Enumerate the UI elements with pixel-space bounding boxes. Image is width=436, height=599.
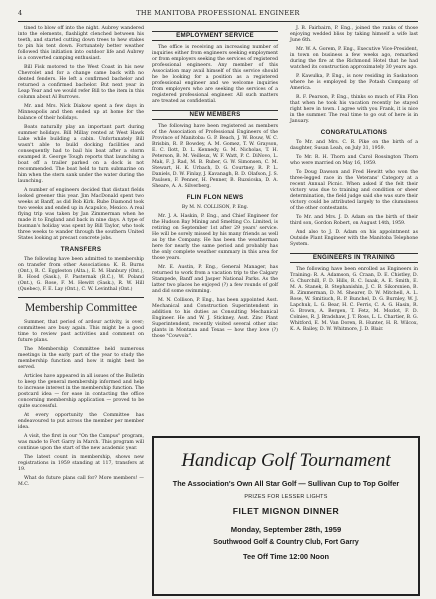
paragraph: Mr. W. A. Gorem, P. Eng., Executive Vice-President, in town on business a few weeks ago, remarked during the fire at the Richmond Hotel that he had watched its construction approximately 30 years ago. xyxy=(290,47,418,70)
paragraph: Mr. J. A. Haskin, P. Eng., and Chief Engineer for the Hudson Bay Mining and Smelting Co. Limited, is retiring on September 1st after 29 years' service. He will be sorely missed by his many friends as well as by the Company. He has been the weatherman here for nearly the same period and probably has the only complete weather summary in this area for those years. xyxy=(152,214,278,261)
paragraph: The latest count in membership, shows new registrations in 1959 standing at 117, transfers at 19. xyxy=(18,455,144,472)
paragraph: Articles have appeared in all issues of the Bulletin to keep the general membership informed and help to increase interest in the membership function. The postcard idea — for ease in contacting the office concerning membership application — proved to be quite successful. xyxy=(18,374,144,409)
paragraph: Mr. and Mrs. Nick Diakow spent a few days in Minneapolis and then ended up at home for the balance of their holidays. xyxy=(18,104,144,121)
section-heading-employment: EMPLOYMENT SERVICE xyxy=(152,31,278,41)
paragraph: What do future plans call for? More members! — M.C. xyxy=(18,476,144,487)
paragraph: Summer, that period of ardour activity, is over; committees are busy again. This might be a good time to review past activities and comment on future plans. xyxy=(18,320,144,343)
divider xyxy=(18,297,144,298)
paragraph: J. B. Fairbairn, P. Eng., joined the ranks of those enjoying wedded bliss by taking himself a wife last June 6th. xyxy=(290,26,418,43)
ad-line: FILET MIGNON DINNER xyxy=(232,506,340,516)
page-number: 4 xyxy=(18,9,23,17)
column-left xyxy=(18,26,144,491)
paragraph: To Mr. and Mrs. C. R. Pike on the birth of a daughter, Susan Leah, on July 31, 1959. xyxy=(290,140,418,151)
paragraph: The following have been enrolled as Engineers in Training: R. A. Adamson, G. Craan, D. E. Chistley, D. G. Churchill, F. D. Hills, R. C. Isaak, A. E. Smith, E. M. A. Stanek, B. Stephanishin, J. C. B. Sikorsnien, B. R. Zimmerman, D. M. Shearer, D. W. Mitchell, A. L. Rose, W. Smitiuch, R. P. Bunchel, D. G. Burnley, W. J. Lapchuk, L. G. Bear, H. C. Ferris, C. A. G. Hasin, R. G. Brown, A. Bergen, T. Fetz, M. Mozlot, F. D. Colnies, R. J. Bradshaw, J. T. Ross, L. L. Chartier, B. G. Whitford, E. M. Van Doren, R. Hunter, H. R. Wilcox, K. A. Bailey, D. W. Whitmore, J. D. Blair. xyxy=(290,267,418,332)
paragraph: To Mr. and Mrs. J. D. Adam on the birth of their third son, Gordon Robert, on August 14th, 1959. xyxy=(290,215,418,226)
paragraph: To Mr. R. H. Thorn and Carol Rossington Thorn who were married on May 16, 1959. xyxy=(290,155,418,166)
column-middle xyxy=(152,26,278,343)
ad-title: Handicap Golf Tournament xyxy=(181,450,391,471)
ad-date: Monday, September 28th, 1959 xyxy=(230,525,342,534)
section-heading-congratulations: CONGRATULATIONS xyxy=(320,129,388,136)
section-heading-training: ENGINEERS IN TRAINING xyxy=(290,253,418,263)
section-heading-transfers: TRANSFERS xyxy=(60,246,102,253)
paragraph: Boats naturally play an important part during summer holidays. Bill Millay rented at West Hawk Lake while building a cabin. Unfortunately Bill wasn't able to build docking facilities and consequently had to bail his boat after a storm swamped it. George Tough reports that launching a boat off a trailer parked on a dock is not recommended. The boat held to turn submarine on him when the stern sank under the water during the launching. xyxy=(18,125,144,184)
ad-time: Tee Off Time 12:00 Noon xyxy=(243,552,329,561)
ad-venue: Southwood Golf & Country Club, Fort Garry xyxy=(213,539,359,546)
paragraph: The office is receiving an increasing number of inquiries either from engineers seeking employment or from employers seeking the services of registered professional engineers. Any member of this Association may avail himself of this service should he be looking for a position as a registered professional engineer and we welcome inquiries from employers who are seeking the services of a registered professional engineer. All such matters are treated as confidential. xyxy=(152,45,278,104)
section-heading-flin-flon: FLIN FLON NEWS xyxy=(186,194,244,201)
paragraph: Bill Fisk motored to the West Coast in his new Chevrolet and for a change came back with no dented fenders. He left a confirmed bachelor and returned a confirmed bachelor. But next year in Leap Year and we would refer Bill to the item in this column about Al Burrows. xyxy=(18,65,144,100)
paragraph: tined to blow off into the night. Aubrey wandered into the elements, flashlight clenched between his teeth, and started cutting down trees to hew stakes to pin his tent down. Fortunately better weather followed this initiation into outdoor life and Aubrey is a converted camping enthusiast. xyxy=(18,26,144,61)
golf-tournament-ad xyxy=(152,436,420,596)
paragraph: The following have been registered as members of the Association of Professional Engineers of the Province of Manitoba: G. P. Beach, J. W. Bouw, W. C. Brisbin, R. P. Bowdey, A. M. Gomez, T. W. Grayson, E. C. Ilott, D. L. Kennedy, G. M. Nicholas, T. H. Peterson, B. M. Veilleux, W. F. Watt, P. C. DiNovo, L. Mak, F. J. Rad, M. B. Ruber, G. W. Simonsen, C. M. Stewart, H. K. Urbach, D. G. Courtney, R. P. L. Daniels, D. W. Finlay, J. Kavanagh, B. D. Olafson, J. S. Paulsen, F. Penner, H. Penner, B. Ruzsicska, D. A. Sheare, A. A. Silverberg. xyxy=(152,124,278,189)
publication-title: THE MANITOBA PROFESSIONAL ENGINEER xyxy=(136,9,300,17)
paragraph: The Membership Committee held numerous meetings in the early part of the year to study the membership function and how it might best be served. xyxy=(18,347,144,370)
column-right xyxy=(290,26,418,336)
paragraph: A number of engineers decided that distant fields looked greener this year. Jim MacDonald spent two weeks at Banff, as did Bob Kirk. Rube Diamond took two weeks and ended up in Acapulco, Mexico. A real flying trip was taken by Jan Zimmerman when he made it to England and back in nine days. A type of busman's holiday was spent by Bill Taylor, who took three weeks to wander through the southern United States looking at precast concrete jobs. xyxy=(18,188,144,241)
paragraph: R. F. Pearson, P. Eng., thinks so much of Flin Flon that when he took his vacation recently he stayed right here in town. I agree with you Frank, it is nice in the summer. The real time to go out of here is in January. xyxy=(290,95,418,124)
page-header xyxy=(18,8,418,22)
paragraph: At every opportunity the Committee has endeavoured to put across the member per member idea. xyxy=(18,413,144,430)
paragraph: P. Kawulka, P. Eng., is now residing in Saskatoon where he is employed by the Potash Company of America. xyxy=(290,74,418,91)
byline: By M. N. COLLISON, P. Eng. xyxy=(181,205,249,210)
section-heading-membership: Membership Committee xyxy=(24,302,138,314)
paragraph: And also to J. D. Adam on his appointment as Outside Plant Engineer with the Manitoba Telephone System. xyxy=(290,230,418,247)
ad-line: PRIZES FOR LESSER LIGHTS xyxy=(244,494,328,500)
paragraph: M. N. Collison, P. Eng., has been appointed Asst. Mechanical and Construction Superintendent in addition to his duties as Consulting Mechanical Engineer. He and W. J. Stickney, Asst. Zinc Plant Superintendent, recently visited several other zinc plants in Montana and Texas — how they love (?) those "Cowvoix". xyxy=(152,298,278,339)
paragraph: To Doug Dawson and Fred Hewitt who won the three-legged race in the Veterans' Category at a recent Annual Picnic. When asked if the felt their victory was due to training and condition or sheer determination, the field judge said she was sure their victory could be attributed largely to the clumsiness of the other contestants. xyxy=(290,170,418,211)
paragraph: The following have been admitted to membership on transfer from other Associations: K. R. Burns (Ont.), R. C. Eggleston (Alta.), E. M. Hanbury (Ont.), R. Hood (Sask.), F. Pasternak (B.C.), W. Poland (Ont.), G. Rose, F. M. Hewitt (Sask.), R. W. Hill (Quebec), F. E. Lay (Ont.), C. W. Levinthal (Ont.) xyxy=(18,257,144,292)
ad-line: The Association's Own All Star Golf — Sullivan Cup to Top Golfer xyxy=(172,479,400,488)
paragraph: A visit, the first in our "On the Campus" program, was made to Fort Garry in March. This program will continue upon the start of the new academic year. xyxy=(18,434,144,451)
paragraph: Mr. E. Austin, P. Eng., General Manager, has returned to work from a vacation trip to the Calgary Stampede, Banff and Jasper National Parks. As the latter two places he enjoyed (?) a few rounds of golf and did some swimming. xyxy=(152,265,278,294)
section-heading-new-members: NEW MEMBERS xyxy=(152,110,278,120)
